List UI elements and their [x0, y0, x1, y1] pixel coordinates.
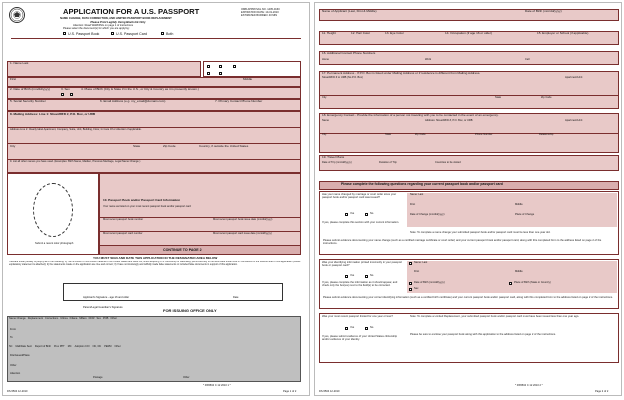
- q2-first-label: First: [414, 270, 420, 273]
- work-phone-label: Work: [425, 58, 432, 61]
- office-option[interactable]: Corrections: [45, 317, 59, 320]
- q1-name-last-label: Name: Last: [410, 193, 424, 196]
- code-item: SC: [9, 345, 13, 348]
- office-code-o-checkbox[interactable]: [219, 65, 222, 68]
- passport-card-label: U.S. Passport Card: [116, 32, 147, 36]
- q2-yes-label: Yes: [350, 274, 355, 277]
- applicant-dob-label: Date of Birth (mm/dd/yyyy): [525, 9, 562, 13]
- applicant-name-label: Name of Applicant (Last, First & Middle): [322, 9, 377, 13]
- q1-note: Note: To complete a name change your submitted passport book and/or passport card must be less than one year old.: [410, 231, 551, 234]
- perm-city-label: City: [322, 96, 327, 99]
- q2-middle-label: Middle: [515, 270, 523, 273]
- email-label: 6. Email Address (e.g. my_email@domain.com): [100, 99, 166, 103]
- q2-dob-label: Date of Birth (mm/dd/yyyy): [414, 281, 445, 284]
- middle-name-label: Middle: [243, 77, 253, 81]
- office-code-end-checkbox[interactable]: [207, 72, 210, 75]
- occupation-label: 14. Occupation (if age 16 or older): [445, 31, 492, 35]
- q3-note: Note: To complete a Limited Replacement, your submitted passport book and/or passport card must have been issued less than one year ago.: [410, 315, 580, 318]
- code-item: Mail/Date Sent: [15, 345, 32, 348]
- q3-submit-text: Please be sure to enclose your passport book along with this application to the address listed on page 2 of the instructions.: [410, 333, 556, 336]
- q2-name-last-label: Name: Last: [414, 261, 428, 264]
- q2-sex-label: Sex: [414, 287, 419, 290]
- expiration-date: EXPIRATION DATE: 10-31-2010: [241, 11, 279, 14]
- file-issued-label: File/Issued/Place: [10, 354, 30, 357]
- q3-text: Was your most recent passport limited for one year or less?: [322, 315, 393, 318]
- other-label: Other: [10, 364, 17, 367]
- perm-state-label: State: [495, 96, 502, 99]
- trip-duration-label: Duration of Trip: [379, 161, 397, 164]
- data-correction-fields[interactable]: [407, 261, 617, 293]
- first-name-label: First: [10, 77, 17, 81]
- ec-name-label: Name: [322, 119, 329, 122]
- to-label: To: [10, 336, 13, 339]
- name-change-fields[interactable]: [407, 193, 617, 227]
- q1-middle-label: Middle: [515, 203, 523, 206]
- issuing-office-label: FOR ISSUING OFFICE ONLY: [163, 308, 217, 313]
- permanent-address-label: 17. Permanent Address - If P.O. Box is listed under Mailing Address or if residence is different from Mailing Address.: [322, 71, 481, 75]
- office-option[interactable]: DOR: [88, 317, 95, 320]
- q2-submit-text: Please submit evidence documenting your correct identifying information (such as a certified birth certificate) and your current passport book and/or passport card, along with this completed form to the address listed on page 2 of the instructions.: [323, 296, 613, 299]
- sex-label: 3. Sex: [61, 87, 70, 91]
- other-names-label: 9. List all other names you have used. (Examples: Birth Name, Maiden, Previous Marriage, Legal Name Change.): [10, 160, 141, 163]
- name-on-passport-label: Your name as listed on your most recent passport book and/or passport card: [103, 205, 191, 208]
- form-id: DS-5504 12-2010: [319, 390, 340, 393]
- emergency-contact-label: 18. Emergency Contact - Provide the information of a person not traveling with you to be contacted in the event of an emergency.: [322, 113, 499, 117]
- height-label: 11. Height: [322, 31, 336, 35]
- code-item: Other: [114, 345, 121, 348]
- travel-plans-section[interactable]: [319, 155, 619, 171]
- form-page-1: [2, 2, 310, 396]
- ec-zip-label: Zip Code: [415, 133, 426, 136]
- office-option[interactable]: Name Change: [9, 317, 26, 320]
- form-subtitle: NAME CHANGE, DATA CORRECTION, AND LIMITED PASSPORT BOOK REPLACEMENT: [60, 17, 172, 20]
- office-code-dp-checkbox[interactable]: [233, 65, 236, 68]
- warning-attention: Attention: Read WARNING on page 1 of instructions: [73, 24, 134, 27]
- travel-plans-label: 19. Travel Plans: [322, 155, 345, 159]
- q3-no-checkbox[interactable]: [365, 327, 368, 330]
- office-code-d-checkbox[interactable]: [207, 65, 210, 68]
- q2-pob-checkbox[interactable]: [509, 282, 512, 285]
- q2-no-checkbox[interactable]: [365, 275, 368, 278]
- q2-yes-checkbox[interactable]: [345, 275, 348, 278]
- sign-notice: YOU MUST SIGN AND DATE THIS APPLICATION IN THE DESIGNATED AREA BELOW: [93, 256, 218, 260]
- code-item: PERM: [104, 345, 112, 348]
- code-item: Prev PPT: [54, 345, 65, 348]
- name-section: [7, 61, 201, 77]
- q2-dob-checkbox[interactable]: [409, 282, 412, 285]
- passport-book-label: U.S. Passport Book: [68, 32, 100, 36]
- q2-no-label: No: [370, 274, 374, 277]
- office-option[interactable]: Ultima: [60, 317, 68, 320]
- parent-signature-label: Parent/Legal Guardian's Signature: [83, 306, 123, 309]
- zip-label: Zip Code: [163, 144, 176, 148]
- photo-placeholder-icon: [33, 183, 73, 237]
- signature-date-label: Date: [233, 296, 239, 299]
- q2-name-checkbox[interactable]: [409, 262, 412, 265]
- office-checkbox-row: [9, 318, 299, 321]
- codes-row: [9, 346, 299, 349]
- office-code-box: [203, 61, 301, 77]
- q1-if-text: If yes, please complete this section with your current information.: [322, 221, 400, 224]
- q3-no-label: No: [370, 326, 374, 329]
- code-item: Adoption C/O: [74, 345, 90, 348]
- applicant-signature-label: Applicant's Signature - age 16 and older: [83, 296, 130, 299]
- postage-label: Postage: [93, 376, 103, 379]
- passport-book-checkbox[interactable]: [63, 32, 66, 35]
- header-notes: [11, 38, 301, 60]
- place-of-change-label: Place of Change: [515, 213, 535, 216]
- state-label: State: [133, 144, 141, 148]
- mailing-address-label: 8. Mailing Address: Line 1: Street/RFD #, P.O. Box, or URB: [10, 112, 96, 116]
- other-footer-label: Other: [183, 376, 190, 379]
- street-label: Street/RFD # or URB (No P.O. Box): [322, 76, 363, 79]
- declaration-text: I declare under penalty of perjury all of the following: 1) I am a citizen or non-citizen national of the United States and have not, since acquiring U.S. citizenship or nationality, performed any of the acts listed under Acts or Conditions on the reverse side of this application (unless explanatory statement is attached); 2) the statements made on the application are true and correct; 3) I have not knowingly and willfully made false statements or included false documents in support of this application.: [9, 261, 301, 266]
- passport-info-label: 10. Passport Book and/or Passport Card Information: [103, 198, 181, 202]
- eye-color-label: 13. Eye Color: [385, 31, 404, 35]
- ec-city-label: City: [322, 133, 327, 136]
- phone-label: 7. Primary Contact Phone Number: [215, 99, 263, 103]
- q2-if-text: If yes, please complete the information as it should appear, and check only the box(es) next to the field(s) to be corrected.: [322, 281, 398, 288]
- code-item: NC, DC: [92, 345, 102, 348]
- photo-instruction: Submit a recent color photograph: [35, 242, 74, 245]
- omb-number: OMB APPROVAL NO. 1405-0160: [241, 8, 280, 11]
- q3-yes-label: Yes: [350, 326, 355, 329]
- address-line-2-label: Address Line 2: Clearly label Apartment, Company, Suite, Unit, Building, Floor, In Care Of or Attention if applicable.: [10, 128, 142, 131]
- book-date-label: Most recent passport book issue date (mm/dd/yyyy): [213, 218, 273, 221]
- questions-header: Please complete the following questions regarding your current passport book and/or passport card: [341, 182, 503, 186]
- office-option[interactable]: Replacement: [27, 317, 44, 320]
- ec-apt-label: Apartment/Unit: [565, 119, 583, 122]
- ec-relationship-label: Relationship: [539, 133, 554, 136]
- from-label: From: [10, 328, 17, 331]
- country-label: Country, if outside the United States: [199, 144, 249, 148]
- ink-instruction: Please Print Legibly Using Black Ink Only: [90, 20, 146, 24]
- dob-label: 2. Date of Birth (mm/dd/yyyy): [10, 87, 51, 91]
- office-option[interactable]: POB: [102, 317, 109, 320]
- code-item: MC: [67, 345, 72, 348]
- both-checkbox[interactable]: [161, 32, 164, 35]
- q1-no-checkbox[interactable]: [365, 213, 368, 216]
- card-date-label: Most recent passport card issue date (mm/dd/yyyy): [213, 232, 272, 235]
- office-option[interactable]: Sex: [96, 317, 101, 320]
- page-number: Page 2 of 2: [595, 390, 609, 393]
- q2-sex-checkbox[interactable]: [409, 288, 412, 291]
- barcode: * DS5504 C 12 2010 2 *: [515, 384, 543, 387]
- place-of-birth-label: 4. Place of Birth (City & State if in the U.S., or City & Country as it is presently known.): [81, 87, 199, 91]
- barcode: * DS5504 C 12 2010 1 *: [203, 384, 231, 387]
- q3-yes-checkbox[interactable]: [345, 327, 348, 330]
- card-number-label: Most recent passport card number: [103, 232, 143, 235]
- additional-phones-label: 16. Additional Contact Phone Numbers: [322, 51, 376, 55]
- issuing-office-section: [7, 316, 301, 382]
- date-of-change-label: Date of Change (mm/dd/yyyy): [410, 213, 445, 216]
- code-item: Report of Birth: [34, 345, 52, 348]
- ec-state-label: State: [385, 133, 392, 136]
- q1-first-label: First: [410, 203, 416, 206]
- passport-info-section: [99, 173, 301, 255]
- countries-label: Countries to be visited: [435, 161, 461, 164]
- page-number: Page 1 of 2: [283, 390, 297, 393]
- office-code-exp-checkbox[interactable]: [219, 72, 222, 75]
- office-option[interactable]: Other: [110, 317, 117, 320]
- q1-text: Has your name changed by marriage or court order since your passport book and/or passport card was issued?: [322, 193, 397, 200]
- employer-label: 15. Employer or School (if applicable): [537, 31, 589, 35]
- home-phone-label: Home: [322, 58, 329, 61]
- first-middle-row[interactable]: [7, 77, 301, 87]
- sex-f-checkbox[interactable]: [70, 93, 73, 96]
- perm-zip-label: Zip Code: [541, 96, 552, 99]
- ec-phone-label: Phone Number: [475, 133, 493, 136]
- q1-submit-text: Please submit evidence documenting your name change (such as a certified marriage certificate or court order) and your current passport book and/or passport card, along with this completed form to the address listed on page 2 of the instructions.: [323, 239, 602, 246]
- sex-m-checkbox[interactable]: [61, 93, 64, 96]
- form-title: APPLICATION FOR A U.S. PASSPORT: [63, 7, 200, 16]
- attention-footer-label: Attention: [10, 372, 21, 375]
- q3-if-text: If yes, please submit evidence of your United States citizenship and/or evidence of your identity.: [322, 335, 398, 342]
- city-label: City: [10, 144, 16, 148]
- ec-address-label: Address: Street/RFD #, P.O. Box, or URB: [425, 119, 473, 122]
- ssn-label: 5. Social Security Number: [10, 99, 46, 103]
- state-department-seal-icon: [9, 7, 25, 23]
- q2-pob-label: Place of Birth (State or Country): [514, 281, 551, 284]
- name-last-label: 1. Name Last: [10, 61, 29, 65]
- q1-no-label: No: [370, 212, 374, 215]
- q2-text: Was your identifying information printed incorrectly in your passport book or passport card?: [322, 261, 402, 268]
- form-id: DS-5504 12-2010: [7, 390, 28, 393]
- cell-phone-label: Cell: [525, 58, 530, 61]
- q1-yes-checkbox[interactable]: [345, 213, 348, 216]
- apartment-label: Apartment/Unit: [565, 76, 583, 79]
- burden-estimate: ESTIMATED BURDEN: 40 MIN: [241, 14, 278, 17]
- trip-date-label: Date of Trip (mm/dd/yyyy): [322, 161, 352, 164]
- document-question: Please select the document(s) for which you are applying:: [63, 27, 130, 30]
- hair-color-label: 12. Hair Color: [351, 31, 371, 35]
- office-option[interactable]: Mtfaro: [79, 317, 87, 320]
- q1-yes-label: Yes: [350, 212, 355, 215]
- book-number-label: Most recent passport book number: [103, 218, 144, 221]
- form-page-2: [314, 2, 622, 396]
- office-option[interactable]: Filiana: [69, 317, 78, 320]
- passport-card-checkbox[interactable]: [111, 32, 114, 35]
- both-label: Both: [166, 32, 174, 36]
- continue-label: CONTINUE TO PAGE 2: [163, 248, 202, 252]
